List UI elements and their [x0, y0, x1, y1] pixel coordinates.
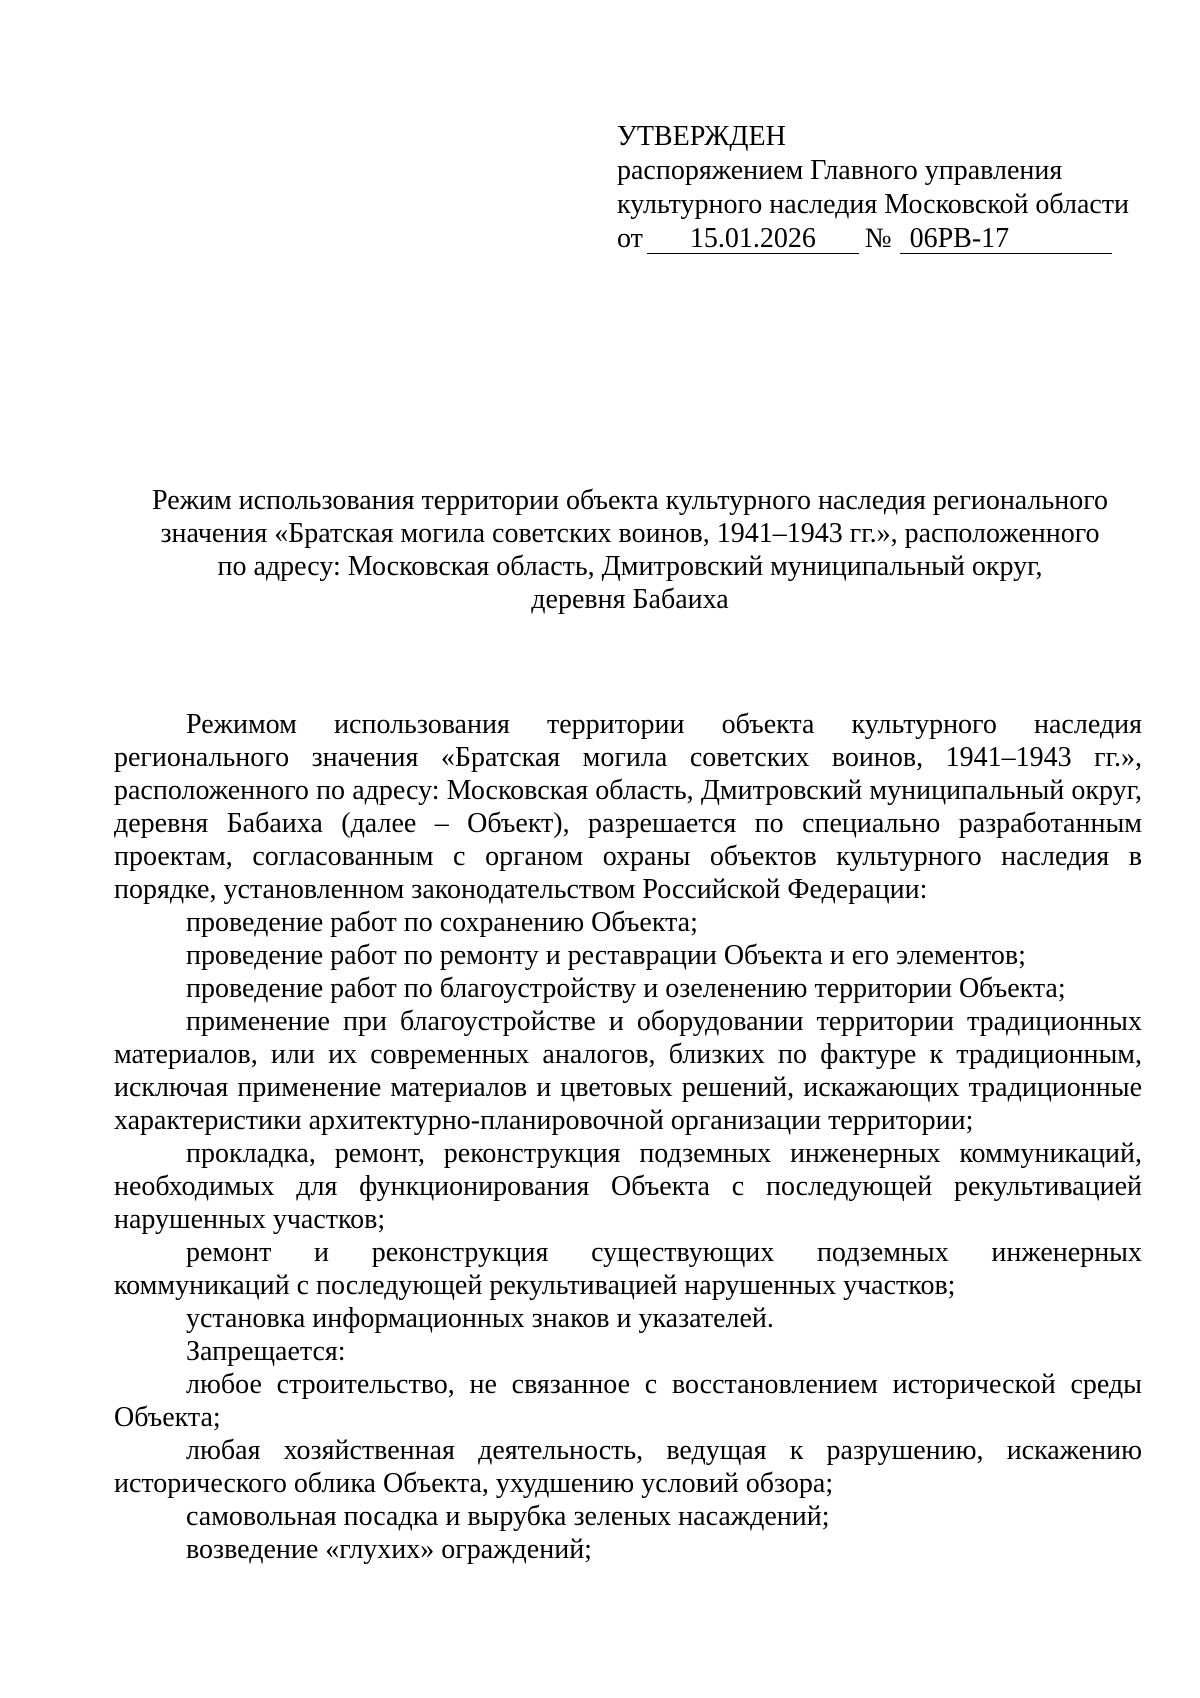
- approval-authority-line-2: культурного наследия Московской области: [617, 189, 1130, 220]
- document-body: [114, 708, 1142, 1566]
- title-line-3: по адресу: Московская область, Дмитровский муниципальный округ,: [217, 551, 1043, 582]
- approval-date: 15.01.2026: [647, 225, 859, 254]
- approval-number-label: №: [864, 223, 892, 254]
- approval-stamp: [617, 120, 1137, 256]
- intro-paragraph: Режимом использования территории объекта культурного наследия регионального значения «Братская могила советских воинов, 1941–1943 гг.», расположенного по адресу: Московская область, Дмитровский муниципальный округ, деревня Бабаиха (далее – Объект), разрешается по специально разработанным проектам, согласованным с органом охраны объектов культурного наследия в порядке, установленном законодательством Российской Федерации:: [114, 709, 1142, 905]
- title-line-2: значения «Братская могила советских воинов, 1941–1943 гг.», расположенного: [160, 518, 1100, 549]
- allowed-item: прокладка, ремонт, реконструкция подземных инженерных коммуникаций, необходимых для функционирования Объекта с последующей рекультивацией нарушенных участков;: [114, 1138, 1142, 1235]
- allowed-item: проведение работ по благоустройству и озеленению территории Объекта;: [186, 973, 1066, 1004]
- allowed-item: ремонт и реконструкция существующих подземных инженерных коммуникаций с последующей рекультивацией нарушенных участков;: [114, 1237, 1142, 1301]
- prohibited-item: любое строительство, не связанное с восстановлением исторической среды Объекта;: [114, 1369, 1142, 1433]
- prohibited-item: возведение «глухих» ограждений;: [186, 1534, 592, 1565]
- title-line-1: Режим использования территории объекта культурного наследия регионального: [152, 485, 1108, 516]
- approval-date-number-row: [617, 222, 1137, 256]
- allowed-item: проведение работ по ремонту и реставрации Объекта и его элементов;: [186, 940, 1026, 971]
- approval-from-label: от: [617, 223, 643, 254]
- allowed-item: установка информационных знаков и указателей.: [186, 1303, 774, 1334]
- title-line-4: деревня Бабаиха: [531, 584, 729, 615]
- prohibited-heading: Запрещается:: [186, 1336, 346, 1367]
- allowed-item: проведение работ по сохранению Объекта;: [186, 907, 698, 938]
- approval-heading: УТВЕРЖДЕН: [617, 121, 786, 152]
- prohibited-item: самовольная посадка и вырубка зеленых насаждений;: [186, 1501, 830, 1532]
- document-title: [100, 484, 1160, 616]
- allowed-item: применение при благоустройстве и оборудовании территории традиционных материалов, или их современных аналогов, близких по фактуре к традиционным, исключая применение материалов и цветовых решений, искажающих традиционные характеристики архитектурно-планировочной организации территории;: [114, 1006, 1142, 1136]
- approval-number: 06РВ-17: [900, 225, 1112, 254]
- approval-authority-line-1: распоряжением Главного управления: [617, 155, 1063, 186]
- prohibited-item: любая хозяйственная деятельность, ведущая к разрушению, искажению исторического облика Объекта, ухудшению условий обзора;: [114, 1435, 1142, 1499]
